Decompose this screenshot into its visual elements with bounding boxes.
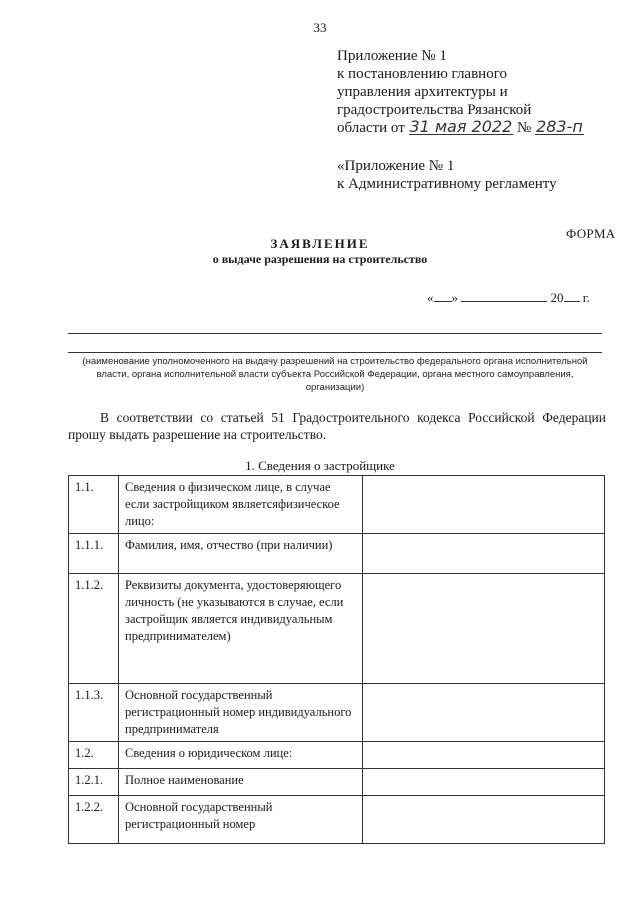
appendix-line: к постановлению главного xyxy=(337,66,507,82)
table-row xyxy=(69,476,605,534)
appendix-date-line xyxy=(337,119,627,137)
year-suffix: г. xyxy=(582,290,590,305)
applicant-info-table xyxy=(68,475,605,844)
table-row xyxy=(69,796,605,844)
row-label: Сведения о физическом лице, в случае если застройщиком являетсяфизическое лицо: xyxy=(119,476,363,534)
number-sign: № xyxy=(517,120,532,136)
date-field xyxy=(427,290,590,306)
row-label: Сведения о юридическом лице: xyxy=(119,742,363,769)
regulation-line: к Административному регламенту xyxy=(337,176,557,192)
document-title: ЗАЯВЛЕНИЕ xyxy=(270,236,370,251)
date-open-quote: « xyxy=(427,290,434,305)
regulation-header xyxy=(337,157,557,193)
date-close-quote: » xyxy=(451,290,458,305)
appendix-date-prefix: области от xyxy=(337,120,405,136)
row-number: 1.2.2. xyxy=(69,796,119,844)
form-label: ФОРМА xyxy=(566,226,616,241)
row-value[interactable] xyxy=(363,796,605,844)
page-number: 33 xyxy=(313,20,327,35)
authority-caption: (наименование уполномоченного на выдачу разрешений на строительство федерального органа исполнительной власти, органа исполнительной власти субъекта Российской Федерации, органа местного самоуправления, организации) xyxy=(82,356,588,393)
appendix-line: Приложение № 1 xyxy=(337,48,447,64)
row-value[interactable] xyxy=(363,742,605,769)
intro-paragraph: В соответствии со статьей 51 Градостроительного кодекса Российской Федерации прошу выдать разрешение на строительство. xyxy=(68,410,606,442)
table-row xyxy=(69,742,605,769)
table-row xyxy=(69,534,605,574)
day-blank[interactable] xyxy=(434,290,452,302)
month-blank[interactable] xyxy=(461,290,547,302)
regulation-line: «Приложение № 1 xyxy=(337,158,455,174)
row-label: Полное наименование xyxy=(119,769,363,796)
row-label: Основной государственный регистрационный номер xyxy=(119,796,363,844)
document-subtitle: о выдаче разрешения на строительство xyxy=(212,252,428,266)
year-prefix: 20 xyxy=(550,290,564,305)
section-title: 1. Сведения о застройщике xyxy=(245,458,395,473)
row-number: 1.1.1. xyxy=(69,534,119,574)
authority-blank-line[interactable] xyxy=(68,333,602,334)
table-row xyxy=(69,574,605,684)
handwritten-number: 283-п xyxy=(536,117,583,136)
appendix-line: управления архитектуры и xyxy=(337,84,508,100)
row-number: 1.2. xyxy=(69,742,119,769)
appendix-line: градостроительства Рязанской xyxy=(337,102,532,118)
row-number: 1.1.2. xyxy=(69,574,119,684)
row-label: Основной государственный регистрационный номер индивидуального предпринимателя xyxy=(119,684,363,742)
row-value[interactable] xyxy=(363,684,605,742)
row-value[interactable] xyxy=(363,476,605,534)
table-row xyxy=(69,684,605,742)
row-value[interactable] xyxy=(363,769,605,796)
row-label: Реквизиты документа, удостоверяющего личность (не указываются в случае, если застройщик является индивидуальным предпринимателем) xyxy=(119,574,363,684)
handwritten-date: 31 мая 2022 xyxy=(409,117,513,136)
row-number: 1.2.1. xyxy=(69,769,119,796)
row-number: 1.1.3. xyxy=(69,684,119,742)
row-number: 1.1. xyxy=(69,476,119,534)
row-label: Фамилия, имя, отчество (при наличии) xyxy=(119,534,363,574)
authority-blank-line[interactable] xyxy=(68,352,602,353)
appendix-header xyxy=(337,47,627,137)
row-value[interactable] xyxy=(363,574,605,684)
table-row xyxy=(69,769,605,796)
row-value[interactable] xyxy=(363,534,605,574)
year-blank[interactable] xyxy=(564,290,580,302)
